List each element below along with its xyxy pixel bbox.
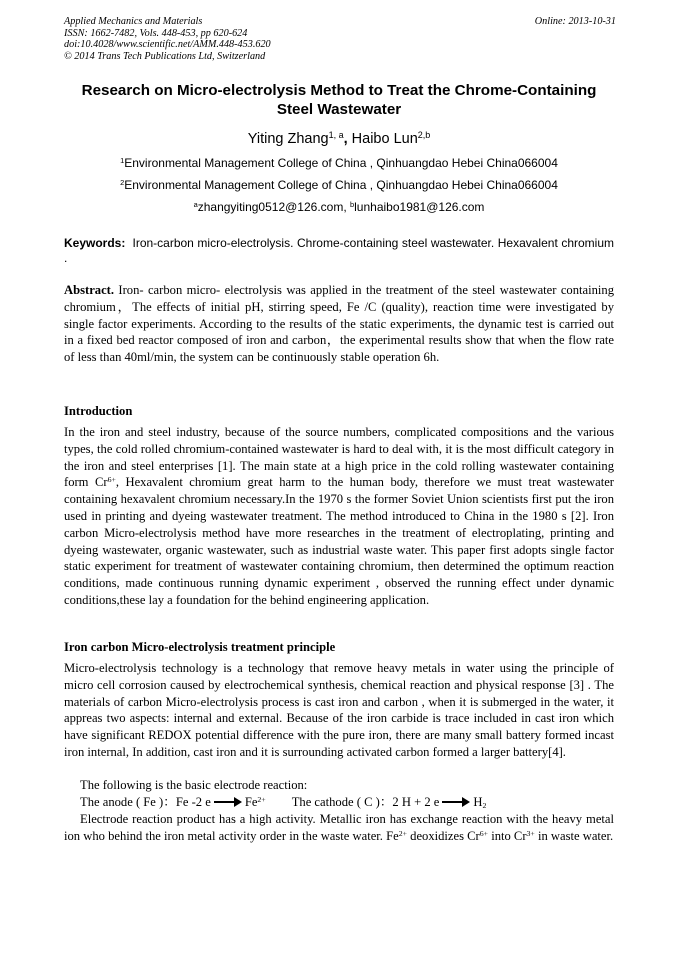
paper-title: [44, 82, 634, 119]
affiliation-2-marker: 2: [120, 177, 125, 187]
affiliation-2-text: Environmental Management College of China , Qinhuangdao Hebei China066004: [124, 178, 558, 192]
abstract-label: Abstract.: [64, 283, 115, 297]
online-date: Online: 2013-10-31: [534, 16, 616, 27]
introduction-heading: Introduction: [64, 404, 133, 418]
cathode-product-subscript: 2: [482, 800, 487, 810]
email-b-marker: b: [350, 199, 355, 209]
anode-label: The anode ( Fe )：: [80, 795, 176, 809]
email-a: zhangyiting0512@126.com,: [197, 200, 350, 214]
fe2-superscript: 2+: [398, 828, 407, 838]
keywords-text: Iron-carbon micro-electrolysis. Chrome-containing steel wastewater. Hexavalent chromium .: [64, 236, 615, 265]
doi-line: doi:10.4028/www.scientific.net/AMM.448-453.620: [64, 39, 271, 50]
abstract: [64, 282, 614, 366]
electrode-product-paragraph: [64, 811, 614, 845]
introduction-paragraph: [64, 424, 614, 609]
title-line-2: Steel Wastewater: [276, 100, 402, 118]
introduction-text-1: In the iron and steel industry, because of the source numbers, complicated compositions and the various types, the cold rolled chromium-contained wastewater is hard to deal with, it is the most difficult category in the iron and steel enterprises [1]. The main state at a high price in the cold rolling wastewater containing form Cr: [64, 425, 614, 490]
author-1: Yiting Zhang: [247, 131, 329, 147]
anode-product-charge: 2+: [257, 794, 266, 804]
reaction-arrow-icon: [214, 797, 242, 807]
email-a-marker: a: [193, 199, 198, 209]
anode-reactant: Fe -2 e: [175, 795, 211, 809]
basic-reaction-line: The following is the basic electrode reaction:: [80, 778, 308, 792]
electrode-text-4: in waste water.: [534, 828, 614, 843]
title-line-1: Research on Micro-electrolysis Method to Treat the Chrome-Containing: [81, 82, 597, 99]
journal-name: Applied Mechanics and Materials: [64, 16, 203, 27]
cr6-superscript: 6+: [107, 475, 116, 485]
electrode-text-1: Electrode reaction product has a high activity. Metallic iron has exchange reaction with the heavy metal ion who behind the iron metal activity order in the waste water. Fe: [64, 812, 614, 843]
anode-product: Fe: [244, 795, 258, 809]
affiliation-1-marker: 1: [120, 155, 125, 165]
cathode-reactant: 2 H + 2 e: [392, 795, 440, 809]
affiliation-1: [64, 156, 614, 171]
cr3-superscript: 3+: [526, 828, 535, 838]
principle-paragraph: Micro-electrolysis technology is a technology that remove heavy metals in water using the principle of micro cell corrosion caused by electrochemical synthesis, chemical reaction and physical response [3] . The materials of carbon Micro-electrolysis process is cast iron and carbon , when it is submerged in the water, it appreas two aspects: internal and external. Because of the iron carbide is trace included in cast iron which have significant REDOX potential difference with the pure iron, there are many small battery formed incast iron internal, In addition, cast iron and it is surrounding activated carbon formed a larger battery[4].: [64, 661, 614, 759]
electrode-reactions: [80, 794, 614, 811]
electrode-text-3: into Cr: [488, 828, 527, 843]
author-list: [64, 130, 614, 148]
reaction-arrow-icon: [442, 797, 470, 807]
affiliation-2: [64, 178, 614, 193]
cr6-superscript-2: 6+: [479, 828, 489, 838]
introduction-text-2: , Hexavalent chromium great harm to the human body, therefore we must treat wastewater containing hexavalent chromium necessary.In the 1970 s the former Soviet Union scientists first put the iron used in printing and dyeing wastewater treatment. The method introduced to China in the 1980 s [2]. Iron carbon Micro-electrolysis method have more researches in the treatment of electroplating, printing and dyeing wastewater, organic wastewater, such as industrial waste water. This paper first adopts single factor static experiment for treatment of wastewater containing chromium, then determined the optimum reaction conditions, made continuous running dynamic experiment , observed the running effect under dynamic conditions,these lay a foundation for the behind engineering application.: [64, 475, 614, 607]
copyright-line: © 2014 Trans Tech Publications Ltd, Switzerland: [64, 50, 266, 62]
cathode-product: H: [473, 795, 483, 809]
keywords-label: Keywords:: [64, 236, 126, 250]
affiliation-1-text: Environmental Management College of China , Qinhuangdao Hebei China066004: [124, 156, 558, 170]
electrode-text-2: deoxidizes Cr: [407, 828, 480, 843]
cathode-label: The cathode ( C )：: [291, 795, 393, 809]
author-emails: [64, 200, 614, 215]
journal-header: [64, 16, 616, 62]
issn-line: ISSN: 1662-7482, Vols. 448-453, pp 620-624: [64, 27, 248, 39]
principle-heading: Iron carbon Micro-electrolysis treatment principle: [64, 640, 336, 654]
email-b: lunhaibo1981@126.com: [354, 200, 485, 214]
keywords: [64, 236, 614, 266]
author-2-marker: 2,b: [417, 130, 431, 141]
author-1-marker: 1, a: [328, 130, 344, 141]
author-2: Haibo Lun: [351, 131, 418, 147]
author-separator: ,: [343, 131, 352, 147]
abstract-text: Iron- carbon micro- electrolysis was applied in the treatment of the steel wastewater containing chromium，The effects of initial pH, stirring speed, Fe /C (quality), reaction time were investigated by single factor experiments. According to the results of the static experiments, the dynamic test is carried out in a fixed bed reactor composed of iron and carbon，the experimental results show that when the flow rate of less than 40ml/min, the system can be continuously stable operation 6h.: [64, 283, 614, 365]
